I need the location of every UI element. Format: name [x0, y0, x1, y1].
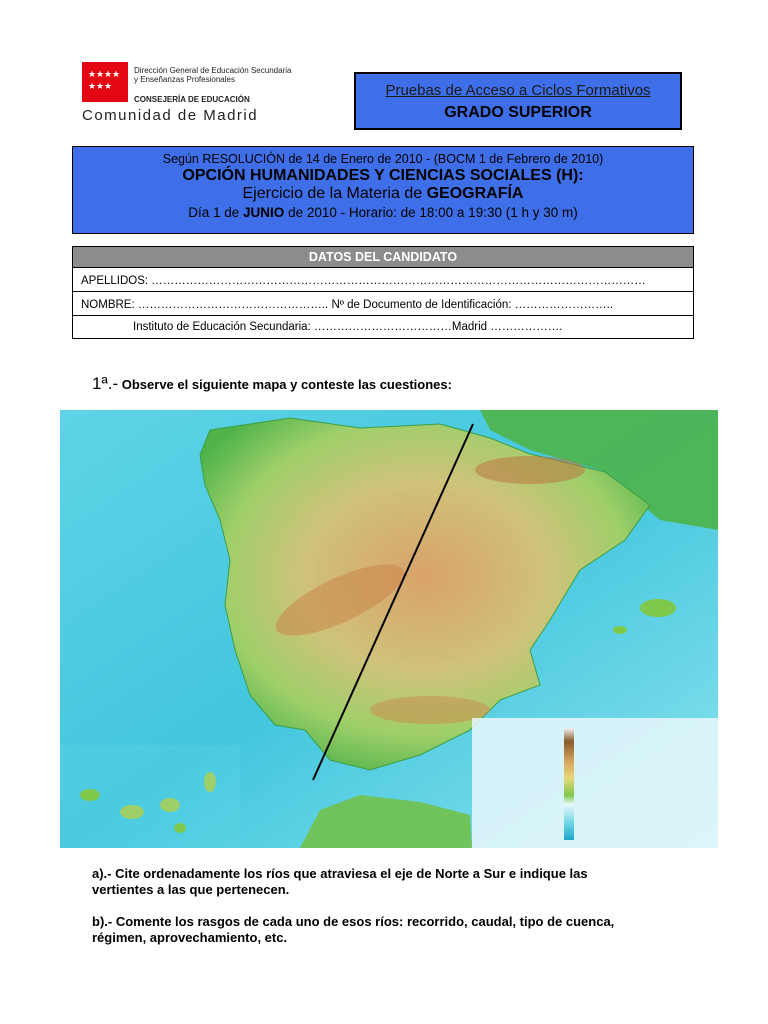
- elevation-legend: [564, 728, 574, 840]
- exam-title-box: [354, 72, 682, 130]
- subject-line: Ejercicio de la Materia de GEOGRAFÍA: [242, 185, 524, 202]
- resolution-line: Según RESOLUCIÓN de 14 de Enero de 2010 - (BOCM 1 de Febrero de 2010): [162, 152, 604, 166]
- school-field[interactable]: Instituto de Educación Secundaria: ………………………………Madrid ……………….: [133, 321, 563, 333]
- surname-field[interactable]: APELLIDOS: …………………………………………………………………………………………………………………: [73, 268, 693, 292]
- iberia-relief-map: [60, 410, 718, 848]
- question-1: 1ª.- Observe el siguiente mapa y conteste las cuestiones:: [92, 374, 452, 393]
- exam-level: GRADO SUPERIOR: [444, 104, 592, 121]
- name-id-field[interactable]: NOMBRE: ………………………………………….. Nº de Documento de Identificación: ……………………..: [73, 292, 693, 316]
- legend-panel: [472, 718, 718, 848]
- logo-department: Dirección General de Educación Secundaria y Enseñanzas Profesionales: [134, 66, 292, 84]
- option-line: OPCIÓN HUMANIDADES Y CIENCIAS SOCIALES (H):: [182, 167, 584, 184]
- canary-islands: [80, 789, 100, 801]
- date-line: Día 1 de JUNIO de 2010 - Horario: de 18:00 a 19:30 (1 h y 30 m): [188, 205, 578, 220]
- question-a: a).- Cite ordenadamente los ríos que atraviesa el eje de Norte a Sur e indique las vertientes a las que pertenecen.: [92, 866, 588, 897]
- madrid-flag-logo: ★ ★ ★ ★ ★ ★ ★: [82, 62, 128, 102]
- logo-comunidad: Comunidad de Madrid: [82, 107, 259, 124]
- exam-title: Pruebas de Acceso a Ciclos Formativos: [385, 82, 651, 99]
- logo-consejeria: CONSEJERÍA DE EDUCACIÓN: [134, 95, 250, 104]
- question-b: b).- Comente los rasgos de cada uno de esos ríos: recorrido, caudal, tipo de cuenca, régimen, aprovechamiento, etc.: [92, 914, 615, 945]
- balearic-islands: [640, 599, 676, 617]
- pyrenees-relief: [475, 456, 585, 484]
- exam-info-box: [72, 146, 694, 234]
- question-number: 1ª.-: [92, 374, 119, 393]
- candidate-data-box: [72, 246, 694, 339]
- candidate-header: DATOS DEL CANDIDATO: [73, 247, 693, 268]
